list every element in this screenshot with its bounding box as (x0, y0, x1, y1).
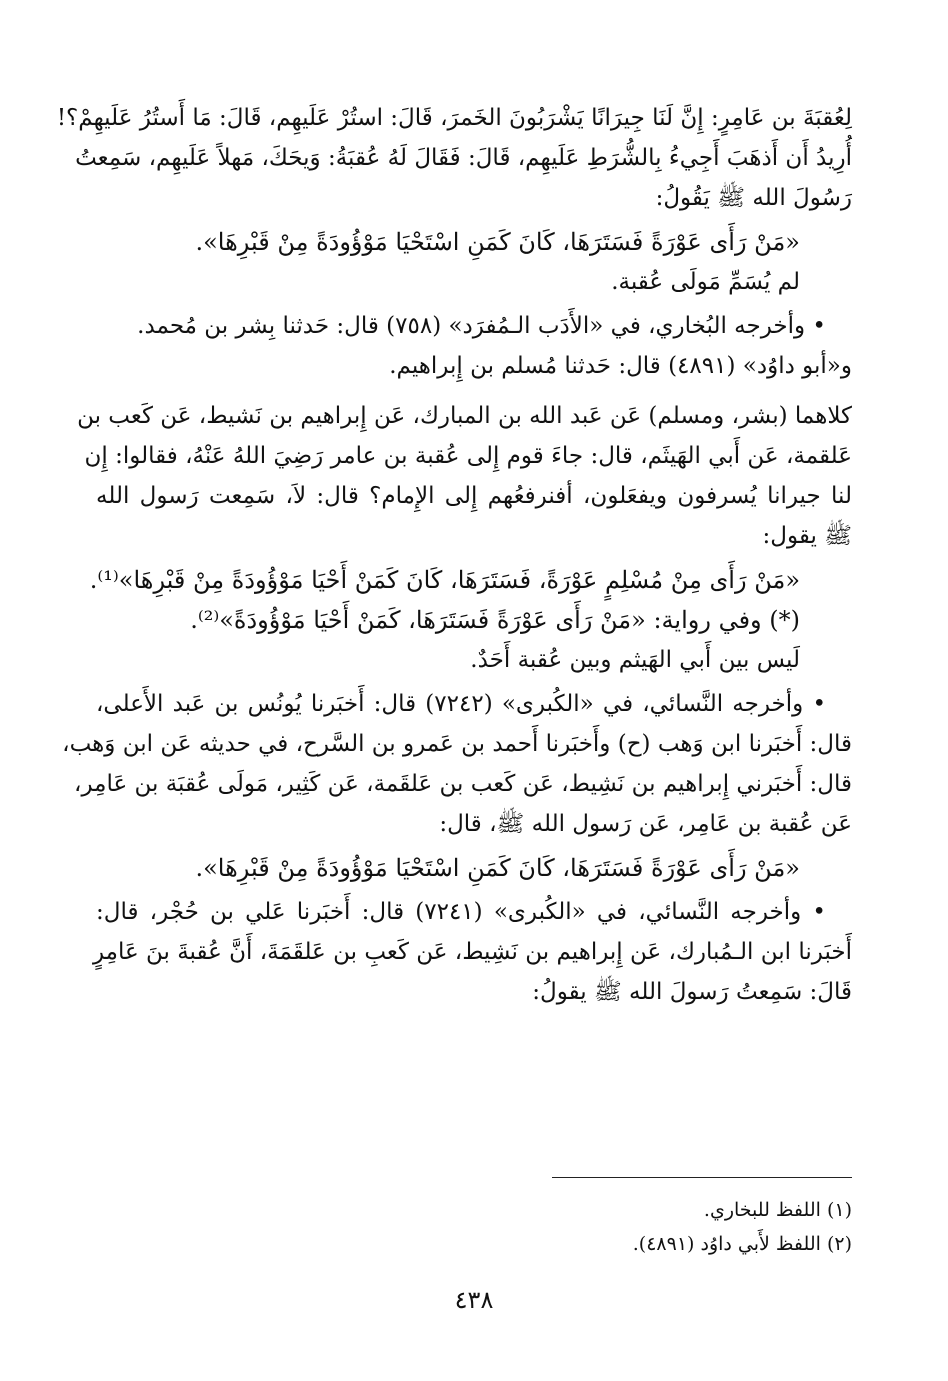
body-line: لنا جيرانا يُسرفون ويفعَلون، أفنرفعُهم إِلى الإِمام؟ قال: لاَ، سَمِعت رَسول الله (96, 483, 852, 509)
body-line: رَسُولَ الله ﷺ يَقُولُ: (655, 185, 852, 211)
takhrij-bullet: • وأخرجه النَّسائي، في «الكُبرى» (٧٢٤١) قال: أَخبَرنا عَلي بن حُجْر، قال: (96, 899, 826, 925)
hadith-variant-quote: (*) وفي رواية: «مَنْ رَأَى عَوْرَةً فَسَتَرَهَا، كَمَنْ أَحْيَا مَوْؤُودَةً»⁽²⁾. (190, 606, 800, 634)
body-line: عَلقمة، عَن أَبي الهَيثَم، قال: جاءَ قوم إِلى عُقبة بن عامر رَضِيَ اللهُ عَنْهُ، فقالوا: إِن (84, 443, 852, 469)
footnote: (١) اللفظ للبخاري. (703, 1199, 852, 1221)
narrator-note: لَيس بين أَبي الهَيثم وبين عُقبة أَحَدٌ. (470, 647, 800, 673)
page-number: ٤٣٨ (454, 1286, 494, 1314)
body-line: ﷺ يقول: (762, 523, 852, 549)
body-line: قال: أَخبَرنا ابن وَهب (ح) وأَخبَرنا أَحمد بن عَمرو بن السَّرح، في حديثه عَن ابن وَهب، (62, 731, 852, 757)
hadith-quote: «مَنْ رَأَى عَوْرَةً فَسَتَرَهَا، كَانَ كَمَنِ اسْتَحْيَا مَوْؤُودَةً مِنْ قَبْرِهَا». (195, 228, 800, 256)
body-line: عَن عُقبة بن عَامِر، عَن رَسول الله ﷺ، قال: (439, 811, 852, 837)
body-line: و«أبو داوُد» (٤٨٩١) قال: حَدثنا مُسلم بن إِبراهيم. (389, 353, 852, 379)
hadith-quote: «مَنْ رَأَى مِنْ مُسْلِمٍ عَوْرَةً، فَسَتَرَهَا، كَانَ كَمَنْ أَحْيَا مَوْؤُودَةً مِنْ قَبْرِهَا»⁽¹⁾. (89, 566, 800, 594)
takhrij-bullet: • وأخرجه النَّسائي، في «الكُبرى» (٧٢٤٢) قال: أَخبَرنا يُونُس بن عَبد الأَعلى، (96, 691, 827, 717)
page-body (56, 98, 852, 1012)
body-line: أَخبَرنا ابن الـمُبارك، عَن إِبراهيم بن نَشِيط، عَن كَعبِ بن عَلقَمَةَ، أَنَّ عُقبةَ بنَ عَامِرٍ (92, 939, 852, 965)
takhrij-bullet: • وأخرجه البُخاري، في «الأَدَب الـمُفرَد» (٧٥٨) قال: حَدثنا بِشر بن مُحمد. (137, 313, 826, 339)
hadith-quote: «مَنْ رَأَى عَوْرَةً فَسَتَرَهَا، كَانَ كَمَنِ اسْتَحْيَا مَوْؤُودَةً مِنْ قَبْرِهَا». (195, 854, 800, 882)
body-line: قال: أَخبَرني إِبراهيم بن نَشِيط، عَن كَعب بن عَلقَمة، عَن كَثِير، مَولَى عُقبَة بن عَامِر، (74, 771, 852, 797)
footnotes (633, 1193, 852, 1261)
body-line: أُرِيدُ أَن أَذهَبَ أَجِيءُ بِالشُّرَطِ عَلَيهِم، قَالَ: فَقَالَ لَهُ عُقبَةُ: وَيحَكَ، مَهلاً عَلَيهِم، سَمِعتُ (75, 145, 852, 171)
body-line: لِعُقبَةَ بن عَامِرٍ: إِنَّ لَنَا جِيرَانًا يَشْرَبُونَ الخَمرَ، قَالَ: استُرْ عَلَيهِم، قَالَ: مَا أَستُرُ عَلَيهِمْ؟! (56, 105, 852, 131)
narrator-note: لم يُسَمِّ مَولَى عُقبة. (611, 269, 800, 295)
footnote-divider (552, 1177, 852, 1178)
body-line: كلاهما (بشر، ومسلم) عَن عَبد الله بن المبارك، عَن إِبراهيم بن نَشيط، عَن كَعب بن (77, 403, 852, 429)
body-line: قَالَ: سَمِعتُ رَسولَ الله ﷺ يقولُ: (532, 979, 852, 1005)
footnote: (٢) اللفظ لأَبي داوُد (٤٨٩١). (632, 1233, 852, 1255)
